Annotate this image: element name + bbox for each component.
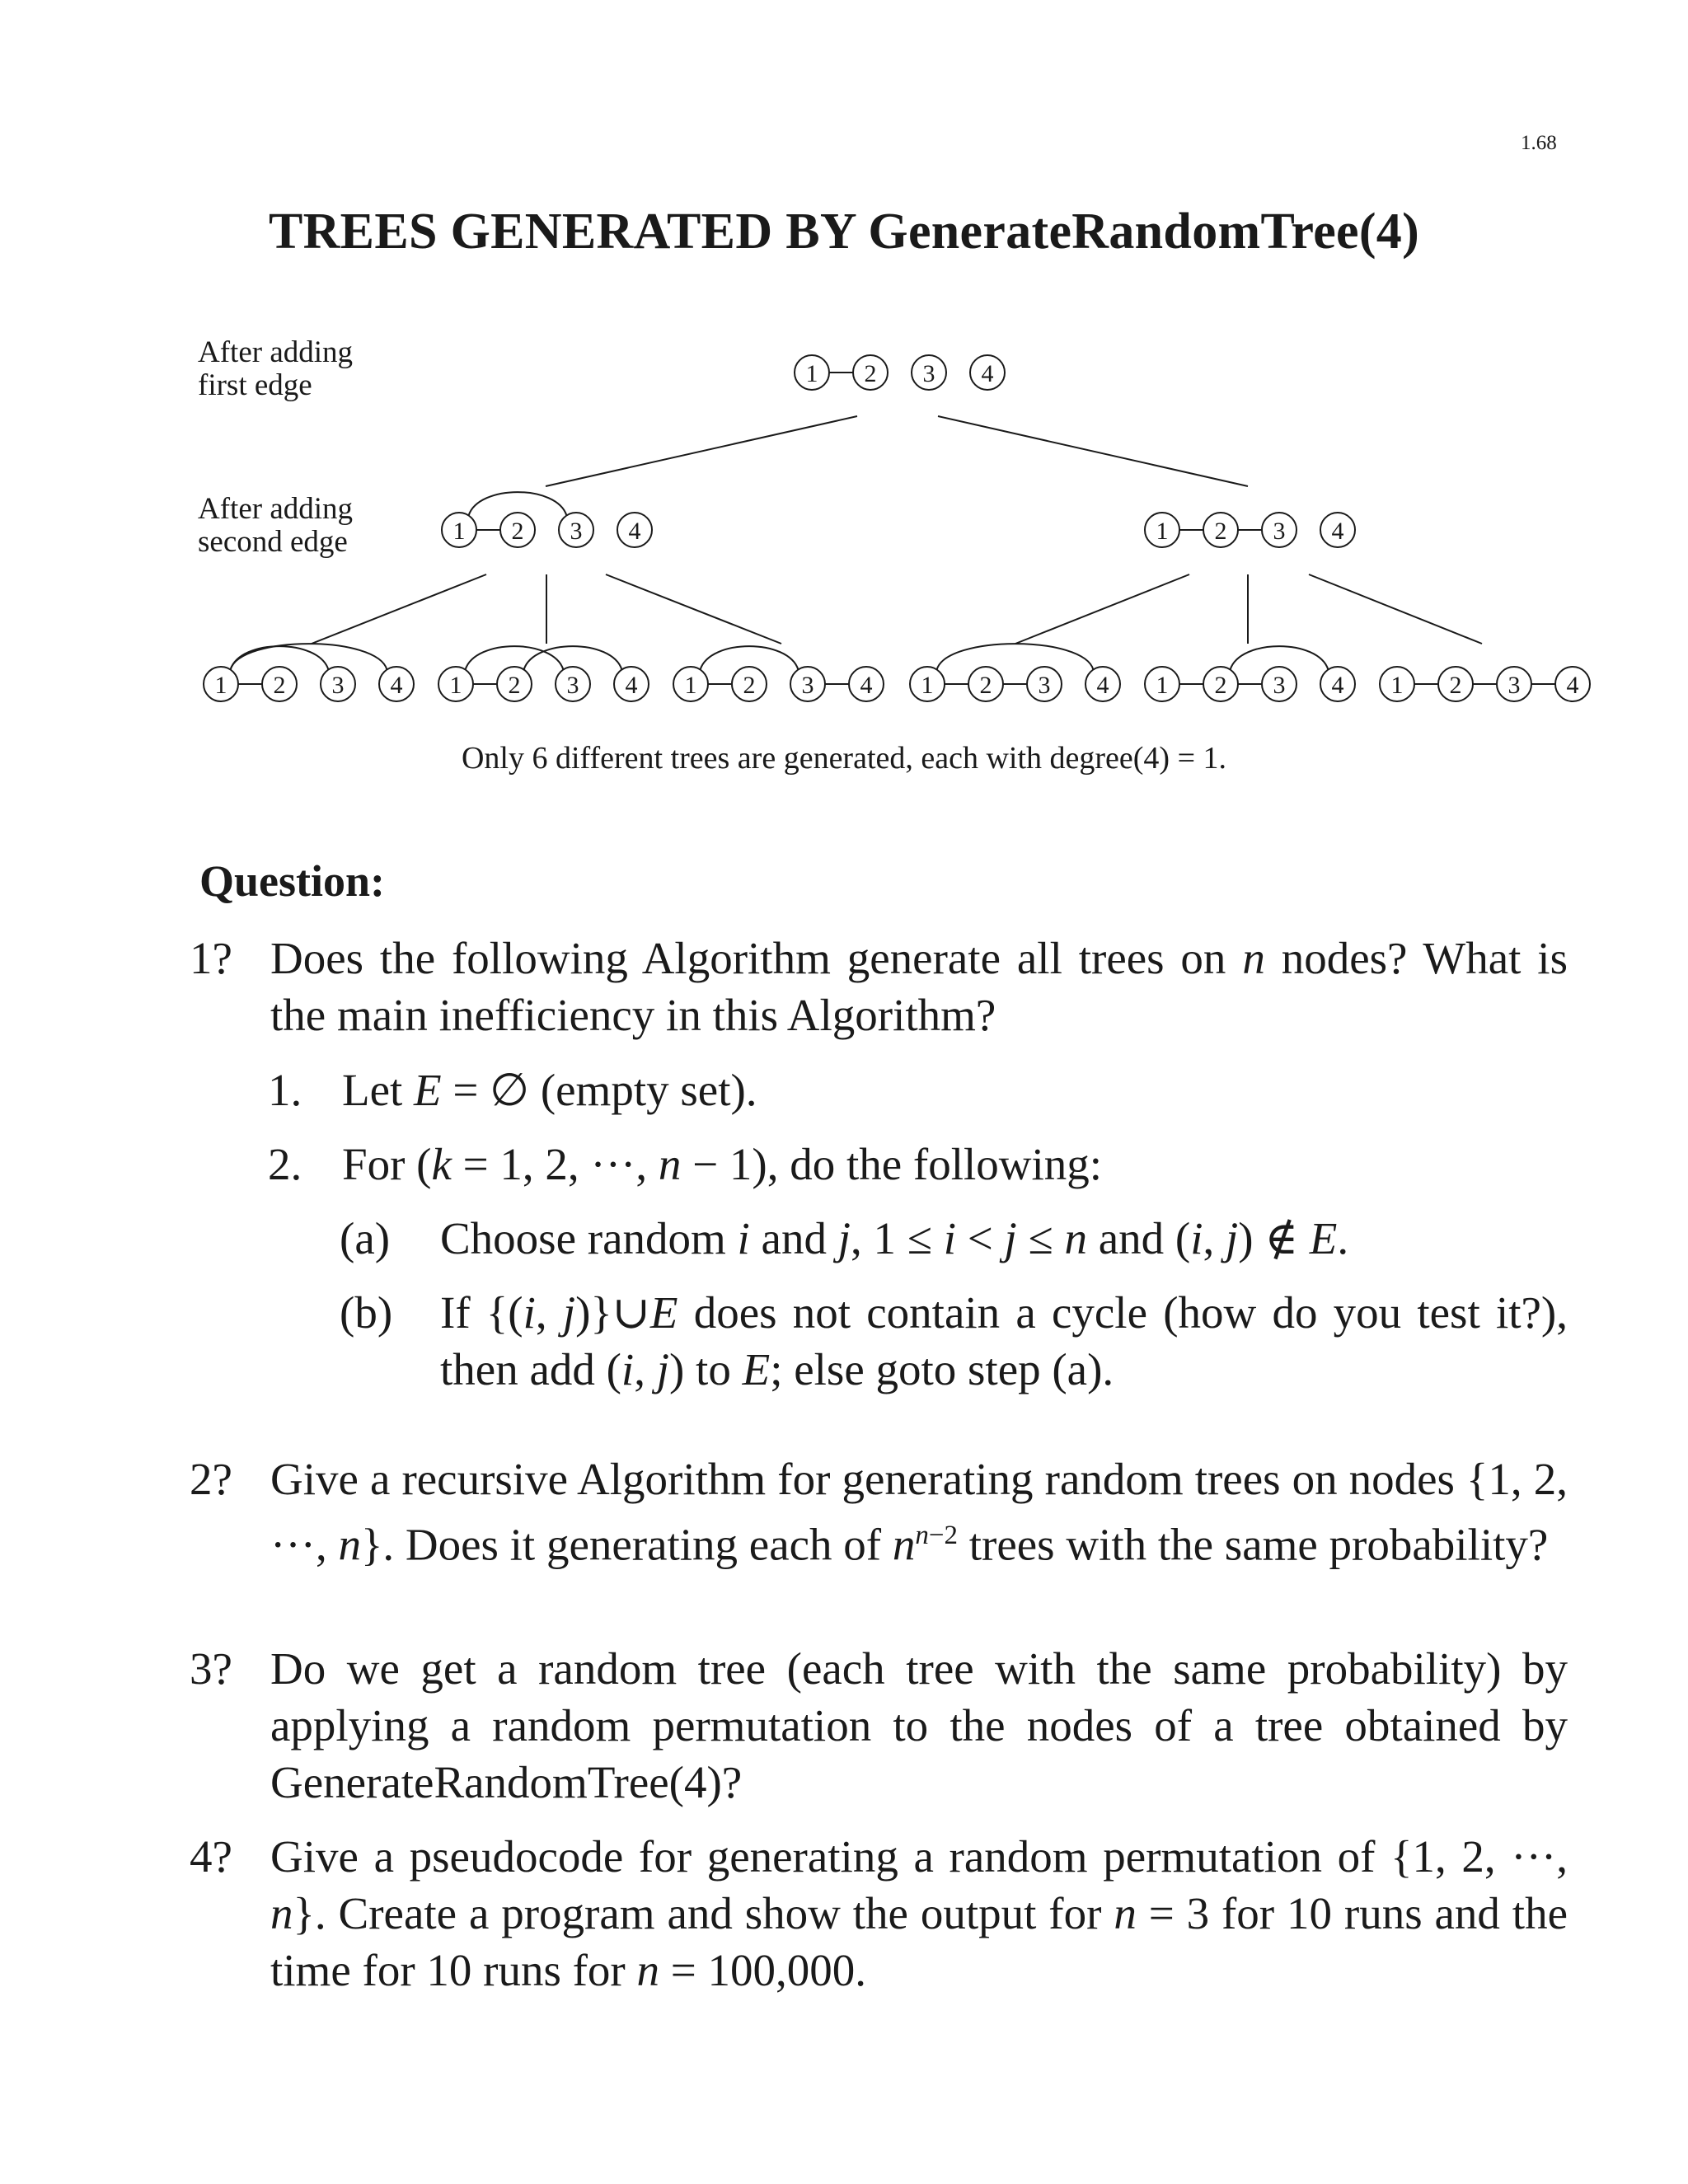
node-label: 2 <box>743 672 756 699</box>
node-label: 3 <box>566 672 579 699</box>
tree-final-1 <box>204 644 414 701</box>
question-text: Does the following Algorithm generate all trees on n nodes? What is the main inefficiency in this Algorithm? <box>270 933 1568 1040</box>
node-label: 4 <box>981 360 994 387</box>
node-label: 1 <box>1390 672 1404 699</box>
trees <box>204 355 1590 701</box>
substep-text: Choose random i and j, 1 ≤ i < j ≤ n and (i, j) ∉ E. <box>440 1213 1349 1263</box>
step-text: Let E = ∅ (empty set). <box>342 1065 757 1115</box>
node-label: 3 <box>922 360 935 387</box>
question-number: 1? <box>190 933 232 983</box>
algorithm-step-2 <box>268 1136 1568 1193</box>
tree-edge <box>231 644 387 670</box>
node-label: 1 <box>1156 518 1169 545</box>
question-text: Give a pseudocode for generating a random permutation of {1, 2, ···, n}. Create a program and show the output for n = 3 for 10 runs and the time for 10 runs for n = 100,000. <box>270 1831 1568 1995</box>
node-label: 3 <box>1038 672 1051 699</box>
question-text: Do we get a random tree (each tree with the same probability) by applying a random permutation to the nodes of a tree obtained by GenerateRandomTree(4)? <box>270 1643 1568 1807</box>
node-label: 4 <box>1096 672 1109 699</box>
step-number: 1. <box>268 1065 302 1115</box>
page-title: TREES GENERATED BY GenerateRandomTree(4) <box>268 204 1420 260</box>
tree-generation-diagram <box>0 0 1688 742</box>
question-number: 3? <box>190 1643 232 1694</box>
page-number: 1.68 <box>1521 132 1557 154</box>
node-label: 3 <box>801 672 814 699</box>
question-3 <box>190 1640 1568 1811</box>
node-label: 2 <box>508 672 521 699</box>
node-label: 3 <box>1273 672 1286 699</box>
node-label: 3 <box>1507 672 1521 699</box>
algorithm-substep-a <box>340 1210 1568 1267</box>
tree-level-1 <box>795 355 1005 390</box>
substep-text: If {(i, j)}∪E does not contain a cycle (how do you test it?), then add (i, j) to E; else goto step (a). <box>440 1287 1568 1394</box>
node-label: 2 <box>273 672 286 699</box>
question-number: 4? <box>190 1831 232 1882</box>
question-2 <box>190 1451 1568 1572</box>
node-label: 1 <box>452 518 466 545</box>
question-4 <box>190 1828 1568 1999</box>
substep-label: (b) <box>340 1287 393 1338</box>
node-label: 3 <box>1273 518 1286 545</box>
step-text: For (k = 1, 2, ···, n − 1), do the following: <box>342 1139 1103 1189</box>
tree-edge <box>937 644 1094 670</box>
tree-final-2 <box>438 646 649 701</box>
branch-line <box>546 416 857 486</box>
branch-line <box>606 574 781 644</box>
figure-caption: Only 6 different trees are generated, each with degree(4) = 1. <box>461 741 1227 776</box>
level-label-line: After adding <box>198 335 354 369</box>
node-label: 1 <box>449 672 462 699</box>
node-label: 1 <box>214 672 227 699</box>
node-label: 4 <box>628 518 641 545</box>
level-label-line: second edge <box>198 525 348 559</box>
node-label: 3 <box>331 672 345 699</box>
node-label: 1 <box>921 672 934 699</box>
algorithm-substep-b <box>340 1284 1568 1398</box>
branch-line <box>938 416 1248 486</box>
substep-label: (a) <box>340 1213 391 1263</box>
level-label-line: first edge <box>198 368 312 402</box>
node-label: 2 <box>511 518 524 545</box>
level-label-line: After adding <box>198 492 354 526</box>
node-label: 2 <box>979 672 992 699</box>
algorithm-step-1 <box>268 1062 1568 1118</box>
node-label: 2 <box>864 360 877 387</box>
branch-line <box>1309 574 1482 644</box>
node-label: 1 <box>805 360 818 387</box>
tree-final-4 <box>910 644 1120 701</box>
node-label: 4 <box>625 672 638 699</box>
branch-line <box>312 574 486 644</box>
branch-line <box>1015 574 1189 644</box>
node-label: 1 <box>684 672 697 699</box>
node-label: 2 <box>1449 672 1462 699</box>
tree-final-6 <box>1380 667 1590 701</box>
question-heading: Question: <box>199 856 386 906</box>
step-number: 2. <box>268 1139 302 1189</box>
question-1 <box>190 930 1568 1043</box>
node-label: 4 <box>1331 672 1344 699</box>
question-text: Give a recursive Algorithm for generating random trees on nodes {1, 2, ···, n}. Does it generating each of $n^{n-2}$ trees with the same probability? <box>270 1454 1568 1570</box>
tree-final-5 <box>1145 646 1355 701</box>
node-label: 1 <box>1156 672 1169 699</box>
node-label: 4 <box>1566 672 1579 699</box>
node-label: 4 <box>860 672 873 699</box>
tree-final-3 <box>673 646 884 701</box>
node-label: 3 <box>570 518 583 545</box>
tree-level-2-left <box>442 492 652 547</box>
question-number: 2? <box>190 1454 232 1504</box>
tree-level-2-right <box>1145 513 1355 547</box>
node-label: 2 <box>1214 518 1227 545</box>
node-label: 4 <box>390 672 403 699</box>
node-label: 2 <box>1214 672 1227 699</box>
node-label: 4 <box>1331 518 1344 545</box>
